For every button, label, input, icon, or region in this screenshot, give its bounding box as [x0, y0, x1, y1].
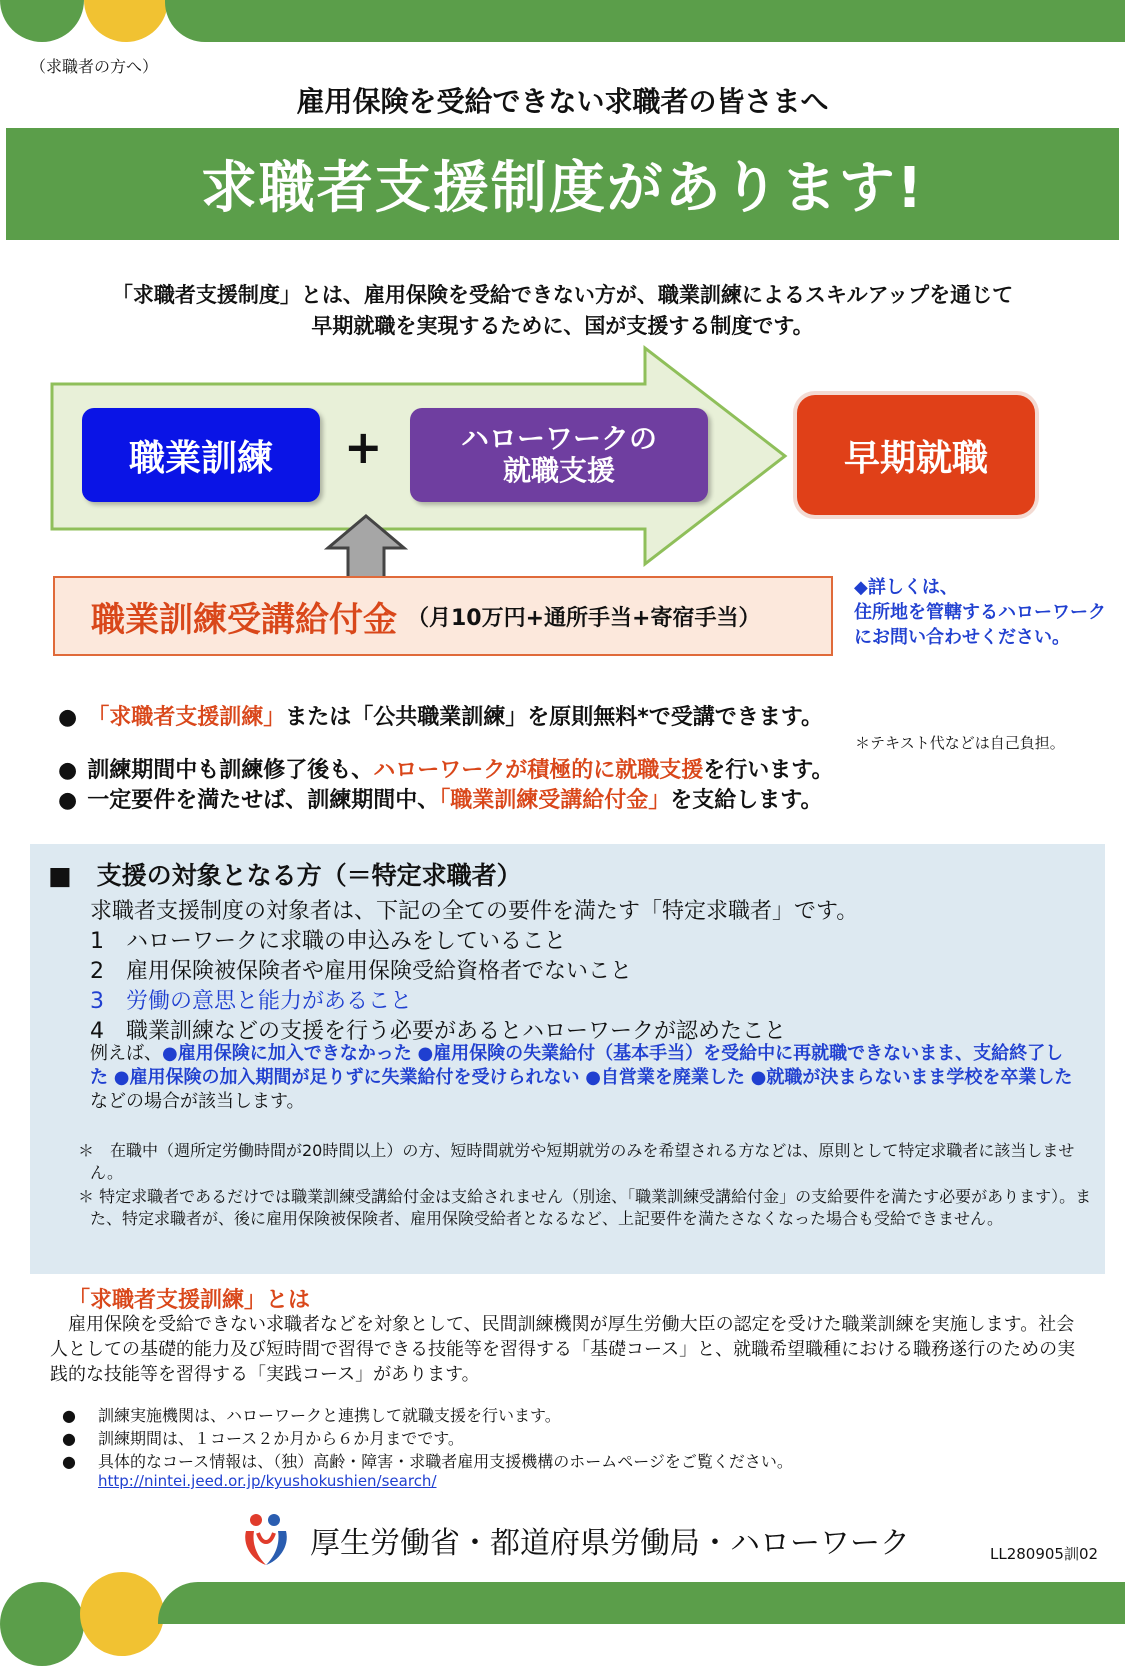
decor-circle-green-bottom: [0, 1582, 84, 1666]
audience-label: （求職者の方へ）: [30, 57, 159, 76]
intro-text: [40, 280, 1085, 342]
bullet-job-support: ● 訓練期間中も訓練修了後も、ハローワークが積極的に就職支援を行います。: [58, 758, 834, 783]
decor-circle-green-top: [0, 0, 84, 42]
course-info-link[interactable]: http://nintei.jeed.or.jp/kyushokushien/search/: [98, 1472, 437, 1490]
requirement-2: 2 雇用保険被保険者や雇用保険受給資格者でないこと: [90, 959, 632, 984]
example-item: ●雇用保険に加入できなかった: [162, 1043, 412, 1064]
requirement-1: 1 ハローワークに求職の申込みをしていること: [90, 929, 566, 954]
inquiry-line-3: にお問い合わせください。: [854, 627, 1070, 648]
hellowork-line-1: ハローワークの: [460, 422, 657, 455]
about-training-heading: 「求職者支援訓練」とは: [68, 1288, 311, 1313]
info-bullet-3: ● 具体的なコース情報は、（独）高齢・障害・求職者雇用支援機構のホームページをご覧ください。: [62, 1452, 793, 1471]
bullet-dot: ●: [58, 705, 78, 730]
document-code: LL280905訓02: [990, 1545, 1099, 1563]
eligibility-heading: ■ 支援の対象となる方（＝特定求職者）: [48, 861, 522, 890]
subtitle: 雇用保険を受給できない求職者の皆さまへ: [296, 85, 829, 118]
benefit-details: （月10万円+通所手当+寄宿手当）: [407, 605, 761, 631]
example-item: ●就職が決まらないまま学校を卒業した: [750, 1067, 1073, 1088]
ministry-name: 厚生労働省・都道府県労働局・ハローワーク: [310, 1526, 910, 1561]
decor-bar-top: [165, 0, 1125, 42]
plus-sign: +: [344, 420, 383, 474]
example-item: ●自営業を廃業した: [585, 1067, 745, 1088]
decor-circle-yellow-bottom: [80, 1572, 164, 1656]
decor-bar-bottom: [158, 1582, 1125, 1624]
example-item: ●雇用保険の加入期間が足りずに失業給付を受けられない: [113, 1067, 580, 1088]
inquiry-line-2: 住所地を管轄するハローワーク: [854, 602, 1106, 623]
example-item: ●雇用保険の失業給付（基本手当）を受給中に再就職できないまま、支給終了した: [90, 1043, 1064, 1088]
bullet-dot: ●: [58, 758, 78, 783]
inquiry-line-1: ◆詳しくは、: [854, 577, 958, 598]
benefit-box: [53, 576, 833, 656]
info-bullet-2: ● 訓練期間は、１コース２か月から６か月までです。: [62, 1429, 464, 1448]
title-banner: [6, 128, 1119, 240]
inquiry-note: [854, 575, 1106, 650]
requirement-4: 4 職業訓練などの支援を行う必要があるとハローワークが認めたこと: [90, 1019, 786, 1044]
vocational-training-box: 職業訓練: [82, 408, 320, 502]
ministry-logo-icon: [240, 1511, 292, 1567]
bullet-benefit-payment: ● 一定要件を満たせば、訓練期間中、「職業訓練受講給付金」を支給します。: [58, 788, 823, 813]
info-bullet-1: ● 訓練実施機関は、ハローワークと連携して就職支援を行います。: [62, 1406, 561, 1425]
intro-line-1: 「求職者支援制度」とは、雇用保険を受給できない方が、職業訓練によるスキルアップを通じて: [111, 283, 1014, 307]
eligibility-intro: 求職者支援制度の対象者は、下記の全ての要件を満たす「特定求職者」です。: [90, 899, 859, 924]
decor-circle-yellow-top: [84, 0, 168, 42]
page-title: 求職者支援制度があります!: [200, 156, 925, 221]
hellowork-support-box: [410, 408, 708, 502]
benefit-title: 職業訓練受講給付金: [91, 599, 397, 640]
eligibility-examples: 例えば、●雇用保険に加入できなかった ●雇用保険の失業給付（基本手当）を受給中に再就職できないまま、支給終了した ●雇用保険の加入期間が足りずに失業給付を受けられない ●自営業を廃業した ●就職が決まらないまま学校を卒業した などの場合が該当します。: [90, 1043, 1073, 1112]
requirement-3: 3 労働の意思と能力があること: [90, 989, 412, 1014]
bullet-dot: ●: [58, 788, 78, 813]
footnote-1: ＊ 在職中（週所定労働時間が20時間以上）の方、短時間就労や短期就労のみを希望される方などは、原則として特定求職者に該当しません。: [78, 1141, 1075, 1182]
footnote-2: ＊ 特定求職者であるだけでは職業訓練受講給付金は支給されません（別途、「職業訓練受講給付金」の支給要件を満たす必要があります）。また、特定求職者が、後に雇用保険被保険者、雇用保険受給者となるなど、上記要件を満たさなくなった場合も受給できません。: [78, 1187, 1092, 1228]
bullet-free-training: ● 「求職者支援訓練」または「公共職業訓練」を原則無料*で受講できます。: [58, 705, 823, 730]
up-arrow-icon: [324, 514, 408, 580]
hellowork-line-2: 就職支援: [502, 454, 615, 487]
textbook-cost-note: ＊テキスト代などは自己負担。: [855, 734, 1065, 752]
about-training-body: 雇用保険を受給できない求職者などを対象として、民間訓練機関が厚生労働大臣の認定を受けた職業訓練を実施します。社会人としての基礎的能力及び短時間で習得できる技能等を習得する「基礎コース」と、就職希望職種における職務遂行のための実践的な技能等を習得する「実践コース」があります。: [50, 1314, 1076, 1385]
early-employment-box: 早期就職: [797, 395, 1035, 515]
intro-line-2: 早期就職を実現するために、国が支援する制度です。: [311, 314, 814, 338]
